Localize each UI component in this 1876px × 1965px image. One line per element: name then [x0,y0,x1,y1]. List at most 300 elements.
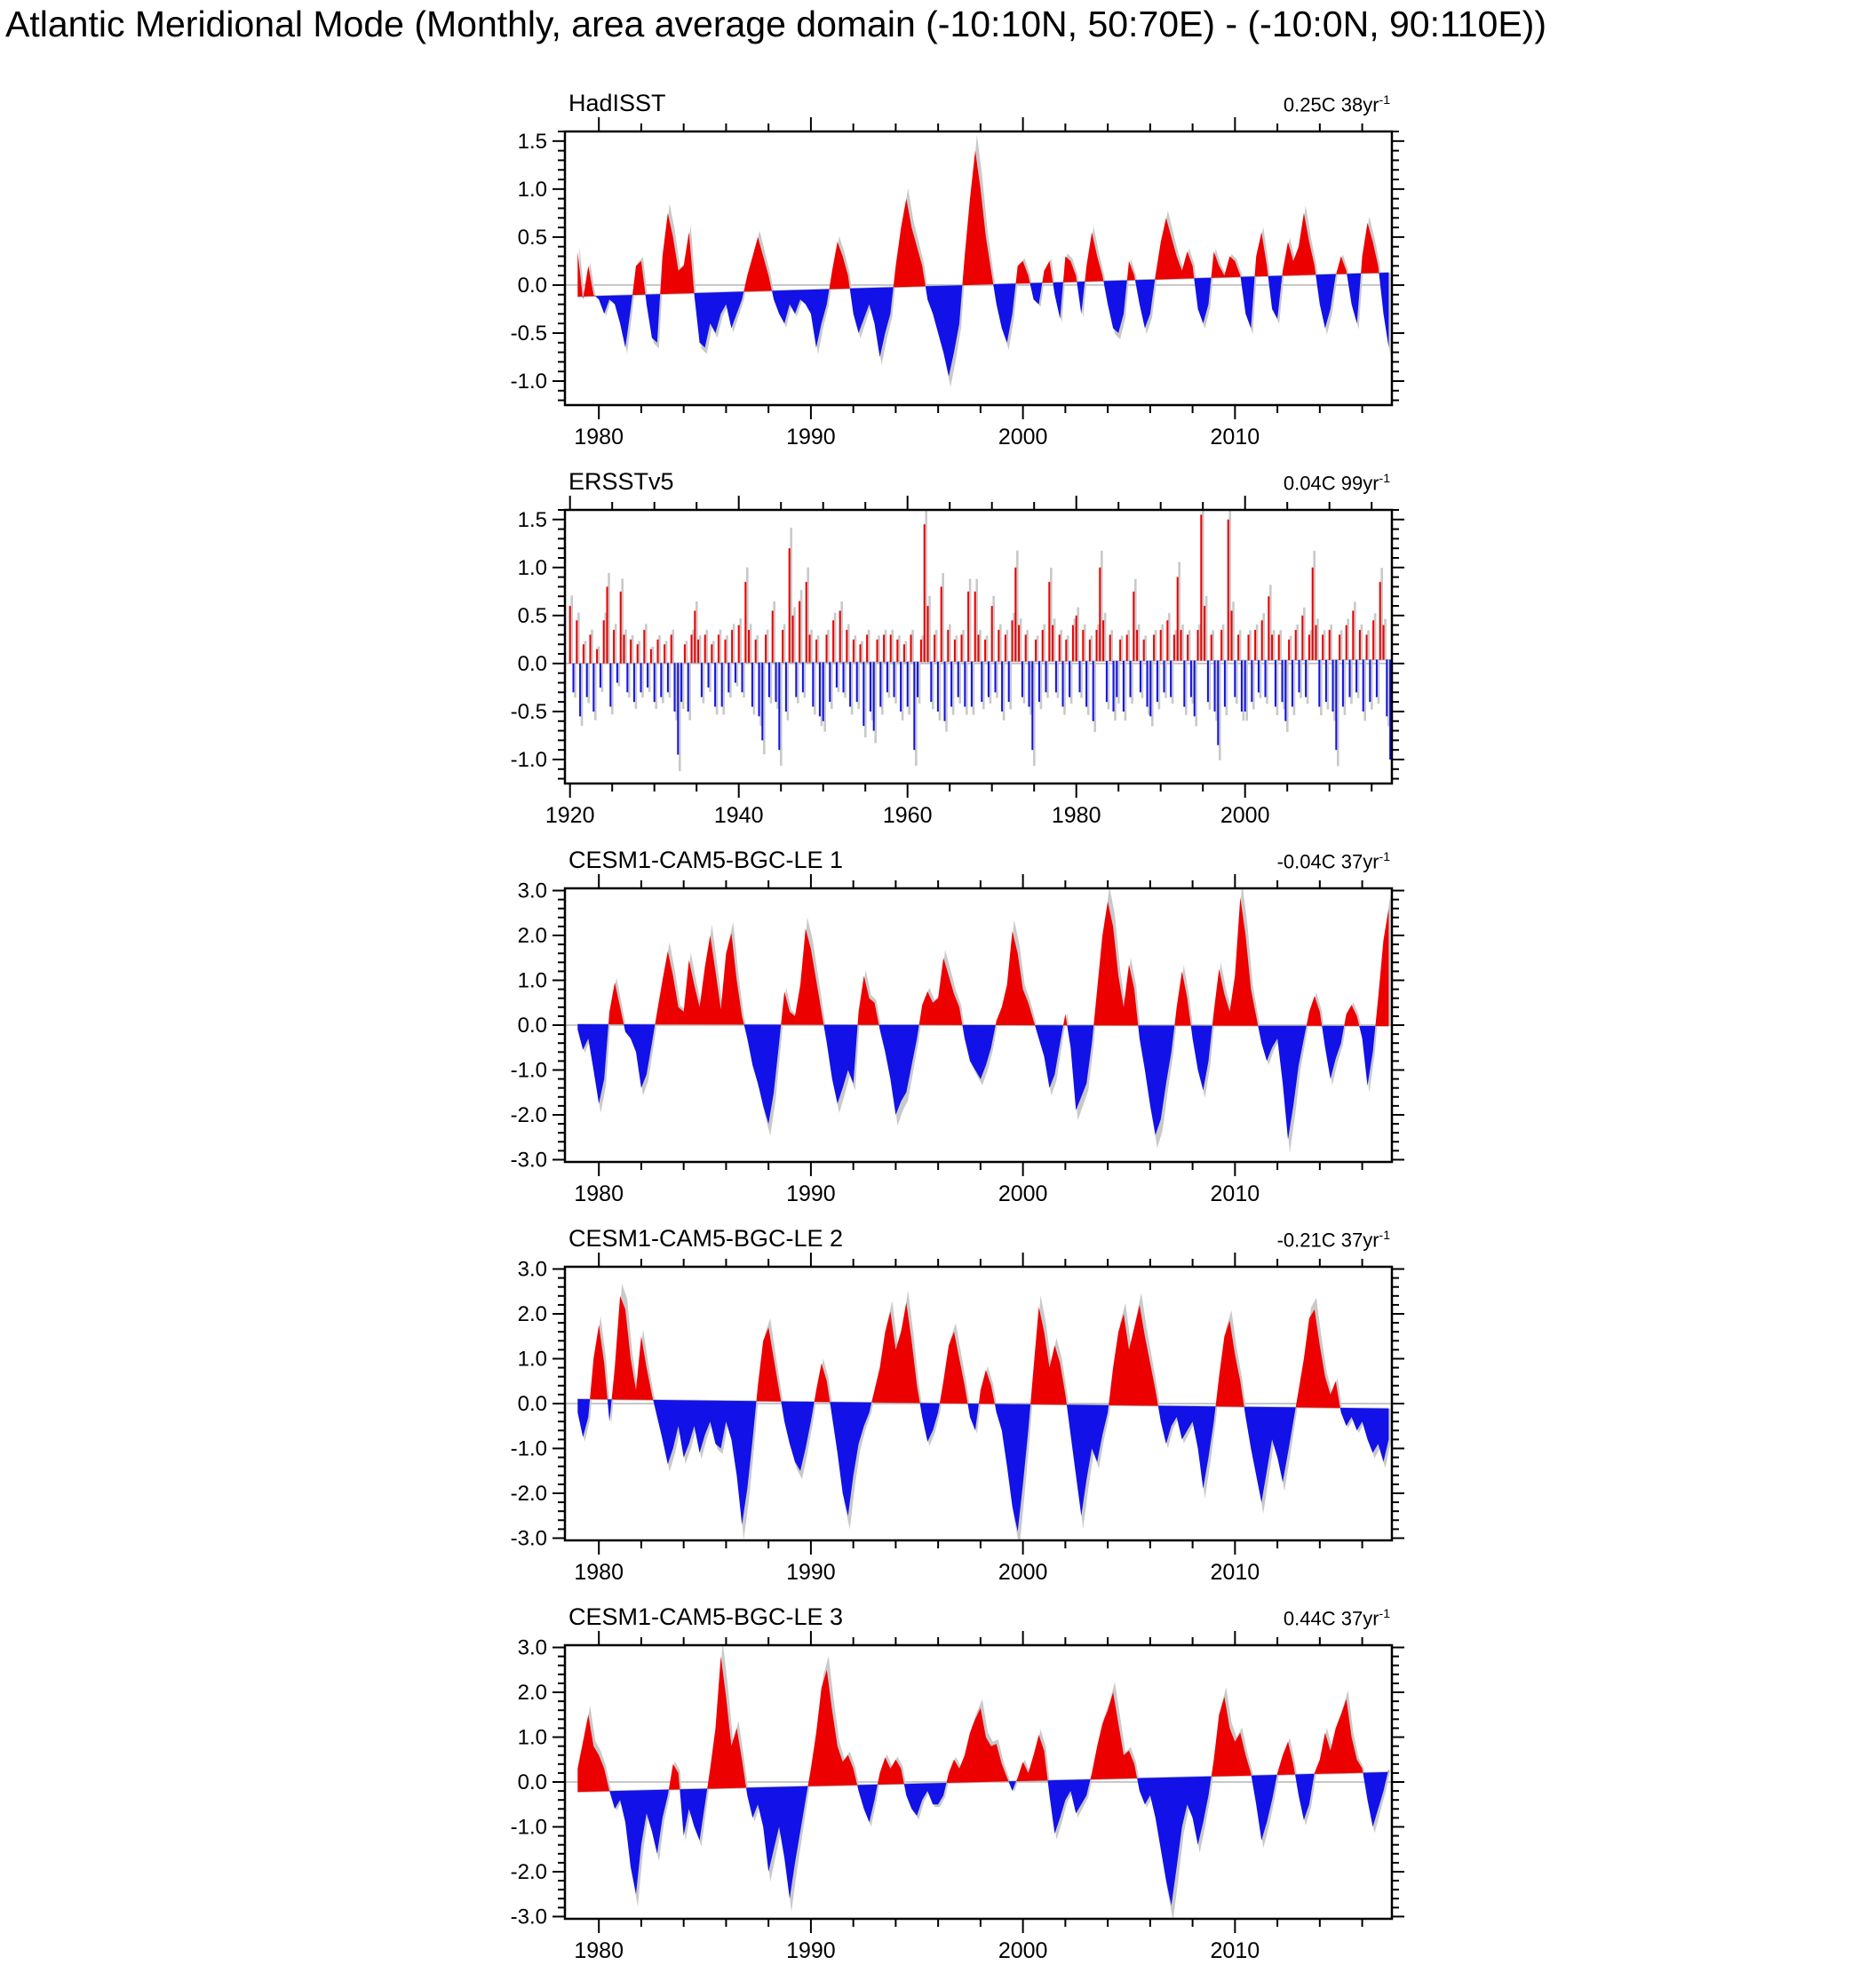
series-bar-negative [802,663,804,693]
series-bar-positive [984,640,986,662]
series-bar-positive [1160,630,1162,661]
shadow-bar-negative [1219,661,1221,760]
series-fill-negative [1379,273,1388,347]
series-bar-negative [1140,661,1141,692]
shadow-bar-positive [1290,636,1292,660]
series-bar-negative [1130,661,1132,697]
shadow-bar-positive [1155,630,1157,661]
series-fill-positive [1315,1699,1363,1774]
series-bar-negative [735,663,736,683]
series-bar-negative [1265,660,1267,697]
shadow-bar-positive [773,601,775,663]
shadow-bar-negative [628,664,631,698]
series-bar-positive [744,582,746,663]
shadow-bar-negative [888,662,891,697]
shadow-bar-negative [669,663,672,697]
series-bar-positive [1065,640,1067,661]
series-bar-negative [1284,660,1286,721]
shadow-bar-negative [655,664,657,710]
y-tick-label: 0.5 [517,225,547,250]
shadow-bar-negative [1185,661,1188,715]
series-bar-negative [660,663,662,696]
series-fill-negative [993,283,1015,343]
x-tick-label: 1980 [574,425,624,449]
series-fill-positive [996,931,1035,1025]
series-bar-negative [674,663,676,712]
series-bar-positive [1059,635,1061,662]
panel-chart-cesm1-le3 [480,1581,1475,1965]
series-bar-positive [1119,640,1121,661]
series-bar-negative [862,662,864,726]
shadow-bar-negative [1172,661,1174,704]
shadow-bar-positive [1273,630,1276,660]
x-tick-label: 1990 [786,1560,836,1585]
shadow-bar-negative [1245,660,1248,720]
series-bar-negative [1275,660,1276,706]
shadow-bar-negative [1350,660,1353,704]
shadow-bar-positive [1006,630,1009,662]
series-bar-positive [1197,630,1199,661]
series-bar-negative [1164,661,1165,693]
series-bar-positive [890,635,892,663]
shadow-bar-negative [881,662,884,714]
series-bar-positive [1180,630,1182,661]
series-bar-negative [843,663,845,693]
shadow-bar-positive [1239,630,1242,660]
shadow-bar-positive [1262,613,1265,660]
shadow-bar-positive [1205,596,1208,661]
shadow-bar-positive [1091,636,1093,662]
series-bar-negative [1147,661,1149,707]
series-bar-positive [1295,630,1297,660]
x-tick-label: 2010 [1210,1560,1260,1585]
shadow-bar-positive [878,635,880,662]
shadow-bar-positive [1037,636,1039,662]
shadow-bar-negative [804,663,807,698]
series-bar-positive [1322,635,1324,661]
series-bar-positive [1096,630,1098,661]
shadow-bar-positive [1324,630,1326,660]
series-bar-positive [671,635,672,664]
series-bar-positive [1018,625,1020,662]
series-bar-positive [1177,577,1179,661]
series-bar-negative [1335,660,1337,750]
series-bar-negative [1008,662,1010,703]
shadow-bar-negative [1337,660,1339,767]
series-fill-positive [871,1302,919,1403]
series-bar-positive [1288,640,1290,660]
series-bar-negative [1305,660,1307,697]
series-bar-positive [846,630,847,662]
shadow-bar-positive [1026,630,1029,661]
series-bar-positive [1089,640,1091,661]
series-bar-positive [1082,630,1084,661]
shadow-bar-positive [969,579,972,662]
series-bar-positive [1204,606,1205,661]
series-bar-negative [688,663,689,712]
shadow-bar-positive [652,647,655,664]
shadow-bar-positive [885,630,887,662]
panel-chart-ersstv5 [480,446,1475,830]
series-bar-negative [742,663,743,692]
series-bar-negative [1258,660,1260,692]
series-bar-positive [947,630,949,662]
series-bar-positive [789,548,791,663]
x-tick-label: 2000 [998,425,1048,449]
shadow-bar-positive [1232,601,1235,660]
shadow-bar-negative [1195,661,1197,727]
series-bar-positive [1352,611,1354,660]
trend-value: 0.25C 38yr [1283,93,1379,116]
series-bar-positive [607,587,608,664]
shadow-bar-negative [770,663,773,704]
y-tick-label: -0.5 [510,321,547,346]
series-bar-positive [664,644,665,663]
shadow-bar-negative [1165,661,1167,698]
shadow-bar-negative [851,662,854,714]
shadow-bar-positive [1316,619,1319,660]
series-bar-negative [873,662,875,730]
series-bar-negative [819,663,821,717]
series-bar-positive [1278,635,1280,661]
series-bar-negative [944,662,946,721]
y-tick-label: 1.0 [517,968,547,993]
series-bar-negative [971,662,973,707]
shadow-bar-positive [591,630,593,664]
shadow-bar-negative [952,662,955,715]
series-fill-negative [926,285,963,377]
y-tick-label: -1.0 [510,1815,547,1840]
shadow-bar-positive [861,641,863,663]
shadow-bar-negative [787,663,790,720]
series-bar-negative [1055,661,1057,692]
series-bar-positive [1268,596,1269,660]
series-bar-negative [701,663,703,697]
shadow-bar-negative [611,664,614,715]
shadow-bar-negative [945,662,948,732]
x-tick-label: 2010 [1210,1181,1260,1206]
series-bar-positive [694,611,696,664]
shadow-bar-positive [891,630,894,662]
series-bar-negative [640,664,642,693]
shadow-bar-positive [712,641,715,664]
series-bar-positive [1254,630,1256,660]
series-bar-negative [1029,662,1030,707]
series-bar-negative [988,662,990,697]
shadow-bar-positive [570,595,573,664]
trend-exponent: -1 [1379,92,1390,107]
shadow-bar-negative [1131,661,1133,704]
shadow-bar-negative [982,662,985,710]
y-tick-label: -3.0 [510,1148,547,1173]
shadow-bar-negative [703,663,705,704]
series-bar-negative [654,664,656,703]
x-tick-label: 2010 [1210,425,1260,449]
series-bar-negative [1282,660,1284,702]
series-bar-negative [721,663,723,706]
series-bar-positive [1166,620,1168,661]
shadow-bar-positive [672,630,674,664]
series-fill-positive [1155,218,1194,279]
series-bar-positive [725,640,727,663]
series-bar-positive [1005,635,1006,662]
shadow-bar-negative [1046,661,1049,697]
series-bar-positive [1231,611,1233,661]
x-tick-label: 2000 [998,1560,1048,1585]
series-bar-negative [1299,660,1300,692]
series-bar-positive [1366,635,1368,660]
series-bar-positive [1072,625,1074,662]
shadow-bar-negative [874,662,877,743]
series-bar-positive [630,640,632,664]
series-bar-negative [778,663,780,750]
y-tick-label: 2.0 [517,1302,547,1327]
shadow-bar-positive [986,635,989,661]
shadow-bar-negative [682,663,685,709]
shadow-bar-positive [1384,619,1387,660]
series-bar-negative [1355,660,1357,693]
series-bar-negative [785,663,787,712]
series-bar-positive [806,582,807,663]
shadow-bar-negative [736,663,739,687]
shadow-bar-positive [935,630,938,662]
series-bar-negative [856,662,858,702]
series-bar-negative [917,662,918,697]
shadow-bar-positive [726,635,728,663]
shadow-bar-negative [1260,660,1262,698]
series-bar-positive [718,635,719,664]
series-bar-positive [624,635,625,664]
series-bar-negative [1190,661,1192,697]
series-bar-negative [573,664,575,692]
y-tick-label: 0.0 [517,1770,547,1794]
series-bar-positive [603,620,605,664]
shadow-bar-negative [990,662,992,704]
y-tick-label: -1.0 [510,369,547,394]
shadow-bar-negative [844,663,847,698]
series-bar-positive [650,649,652,664]
shadow-bar-positive [855,635,857,662]
series-bar-positive [1048,582,1050,661]
shadow-bar-negative [1141,661,1144,698]
shadow-bar-negative [780,663,783,766]
x-tick-label: 1980 [574,1181,624,1206]
series-bar-positive [991,606,993,662]
shadow-bar-positive [1127,630,1130,661]
shadow-bar-negative [1125,661,1127,720]
shadow-bar-positive [1249,630,1252,660]
shadow-bar-negative [716,663,719,714]
x-tick-label: 1990 [786,1938,836,1963]
shadow-bar-negative [1009,662,1012,710]
series-bar-negative [958,662,959,697]
series-bar-negative [1342,660,1344,707]
shadow-bar-positive [608,573,610,664]
shadow-bar-negative [581,664,584,726]
shadow-bar-negative [1226,661,1228,716]
y-tick-label: -1.0 [510,1436,547,1461]
y-tick-label: -3.0 [510,1905,547,1929]
x-tick-label: 1980 [574,1560,624,1585]
series-bar-negative [1062,661,1064,706]
shadow-fill-positive [1390,1768,1391,1772]
series-bar-negative [1241,660,1243,712]
y-tick-label: -2.0 [510,1481,547,1506]
shadow-bar-negative [1033,662,1036,767]
series-bar-negative [1038,661,1040,702]
trend-value: -0.21C 37yr [1276,1229,1379,1252]
series-bar-positive [782,630,783,663]
shadow-bar-negative [641,664,644,698]
y-tick-label: 1.5 [517,129,547,154]
series-bar-positive [1025,635,1027,662]
series-bar-positive [1237,635,1239,661]
x-tick-label: 2000 [1220,803,1270,828]
series-fill-positive [878,1757,904,1785]
shadow-bar-positive [840,601,843,663]
series-bar-positive [860,644,862,662]
series-fill-positive [1388,1769,1389,1772]
x-tick-label: 2000 [998,1938,1048,1963]
series-bar-positive [1228,520,1229,661]
shadow-bar-positive [1181,625,1184,661]
shadow-bar-positive [584,640,587,663]
series-fill-negative [1048,1779,1091,1834]
series-bar-positive [1052,625,1053,662]
panel-title-cesm1-le3: CESM1-CAM5-BGC-LE 3 [568,1603,844,1630]
series-bar-negative [950,662,952,707]
y-tick-label: 3.0 [517,1257,547,1282]
y-tick-label: 0.0 [517,273,547,298]
shadow-bar-positive [1340,630,1343,660]
shadow-bar-negative [1093,661,1096,732]
y-tick-label: -2.0 [510,1102,547,1127]
shadow-bar-negative [1378,660,1380,704]
series-bar-positive [961,635,963,662]
series-bar-positive [576,620,577,664]
shadow-bar-negative [709,663,711,692]
shadow-bar-positive [665,641,668,664]
shadow-bar-positive [817,635,820,662]
y-tick-label: 3.0 [517,1635,547,1660]
series-bar-positive [1126,635,1128,662]
series-bar-positive [697,640,699,663]
series-bar-positive [1187,635,1188,661]
series-bar-negative [812,663,814,707]
shadow-bar-positive [1330,625,1332,660]
series-bar-positive [1301,616,1303,660]
series-bar-negative [1363,660,1364,712]
shadow-bar-negative [831,663,833,710]
shadow-bar-positive [1354,602,1356,660]
shadow-bar-negative [743,663,745,697]
series-bar-negative [1069,661,1070,697]
series-bar-positive [1312,568,1314,660]
series-bar-positive [765,635,767,663]
series-bar-negative [907,662,909,706]
shadow-bar-positive [905,641,908,662]
shadow-bar-negative [1063,661,1066,715]
shadow-bar-negative [1320,660,1323,715]
y-tick-label: -2.0 [510,1859,547,1884]
shadow-bar-negative [1300,660,1302,698]
shadow-bar-positive [645,624,648,663]
series-bar-negative [633,664,635,703]
series-bar-positive [755,640,757,663]
shadow-bar-positive [827,630,830,663]
series-bar-negative [1376,660,1378,697]
series-bar-negative [616,664,618,683]
shadow-bar-negative [688,663,691,720]
series-bar-positive [1133,592,1134,661]
shadow-bar-positive [868,630,870,662]
series-bar-negative [751,663,753,707]
shadow-bar-positive [1060,630,1062,661]
series-bar-negative [870,662,871,712]
shadow-bar-positive [1279,630,1282,660]
series-bar-negative [761,663,763,741]
series-bar-negative [1031,662,1033,751]
trend-exponent: -1 [1379,471,1390,485]
shadow-bar-positive [577,613,580,664]
series-bar-positive [1308,635,1310,661]
series-bar-negative [647,664,648,688]
series-bar-negative [714,663,716,706]
panel-title-cesm1-le1: CESM1-CAM5-BGC-LE 1 [568,847,844,873]
shadow-bar-negative [908,662,910,715]
series-bar-positive [772,611,774,663]
shadow-bar-negative [902,662,904,720]
shadow-bar-positive [1222,625,1225,661]
series-fill-positive [1212,1697,1252,1777]
series-fill-positive [612,1296,654,1400]
series-bar-positive [657,640,659,664]
y-tick-label: 1.0 [517,1725,547,1750]
y-tick-label: 2.0 [517,1681,547,1706]
y-tick-label: -3.0 [510,1526,547,1551]
series-bar-positive [731,630,733,663]
shadow-bar-negative [1371,660,1373,710]
series-bar-positive [832,620,834,662]
panel-chart-hadisst [480,68,1475,451]
series-bar-positive [927,606,929,662]
series-bar-negative [1045,661,1047,692]
series-bar-negative [849,662,851,706]
y-tick-label: 0.0 [517,651,547,676]
shadow-bar-positive [756,635,759,663]
shadow-bar-positive [1053,618,1056,661]
series-bar-negative [823,663,824,721]
series-bar-positive [815,640,817,663]
series-fill-positive [962,151,993,286]
shadow-bar-positive [1212,630,1214,660]
series-fill-negative [1194,278,1211,323]
series-bar-positive [1042,630,1044,661]
shadow-bar-negative [1327,660,1330,710]
trend-value: 0.44C 37yr [1283,1607,1379,1630]
shadow-bar-negative [753,663,756,715]
series-bar-negative [586,664,588,697]
series-bar-negative [1079,661,1081,692]
series-bar-positive [934,635,935,663]
panel-chart-cesm1-le1 [480,824,1475,1208]
shadow-bar-positive [1256,625,1259,660]
y-tick-label: 0.0 [517,1014,547,1038]
shadow-bar-negative [1236,660,1238,704]
series-fill-positive [1091,1692,1138,1779]
series-bar-negative [592,664,594,712]
series-bar-negative [626,664,628,693]
